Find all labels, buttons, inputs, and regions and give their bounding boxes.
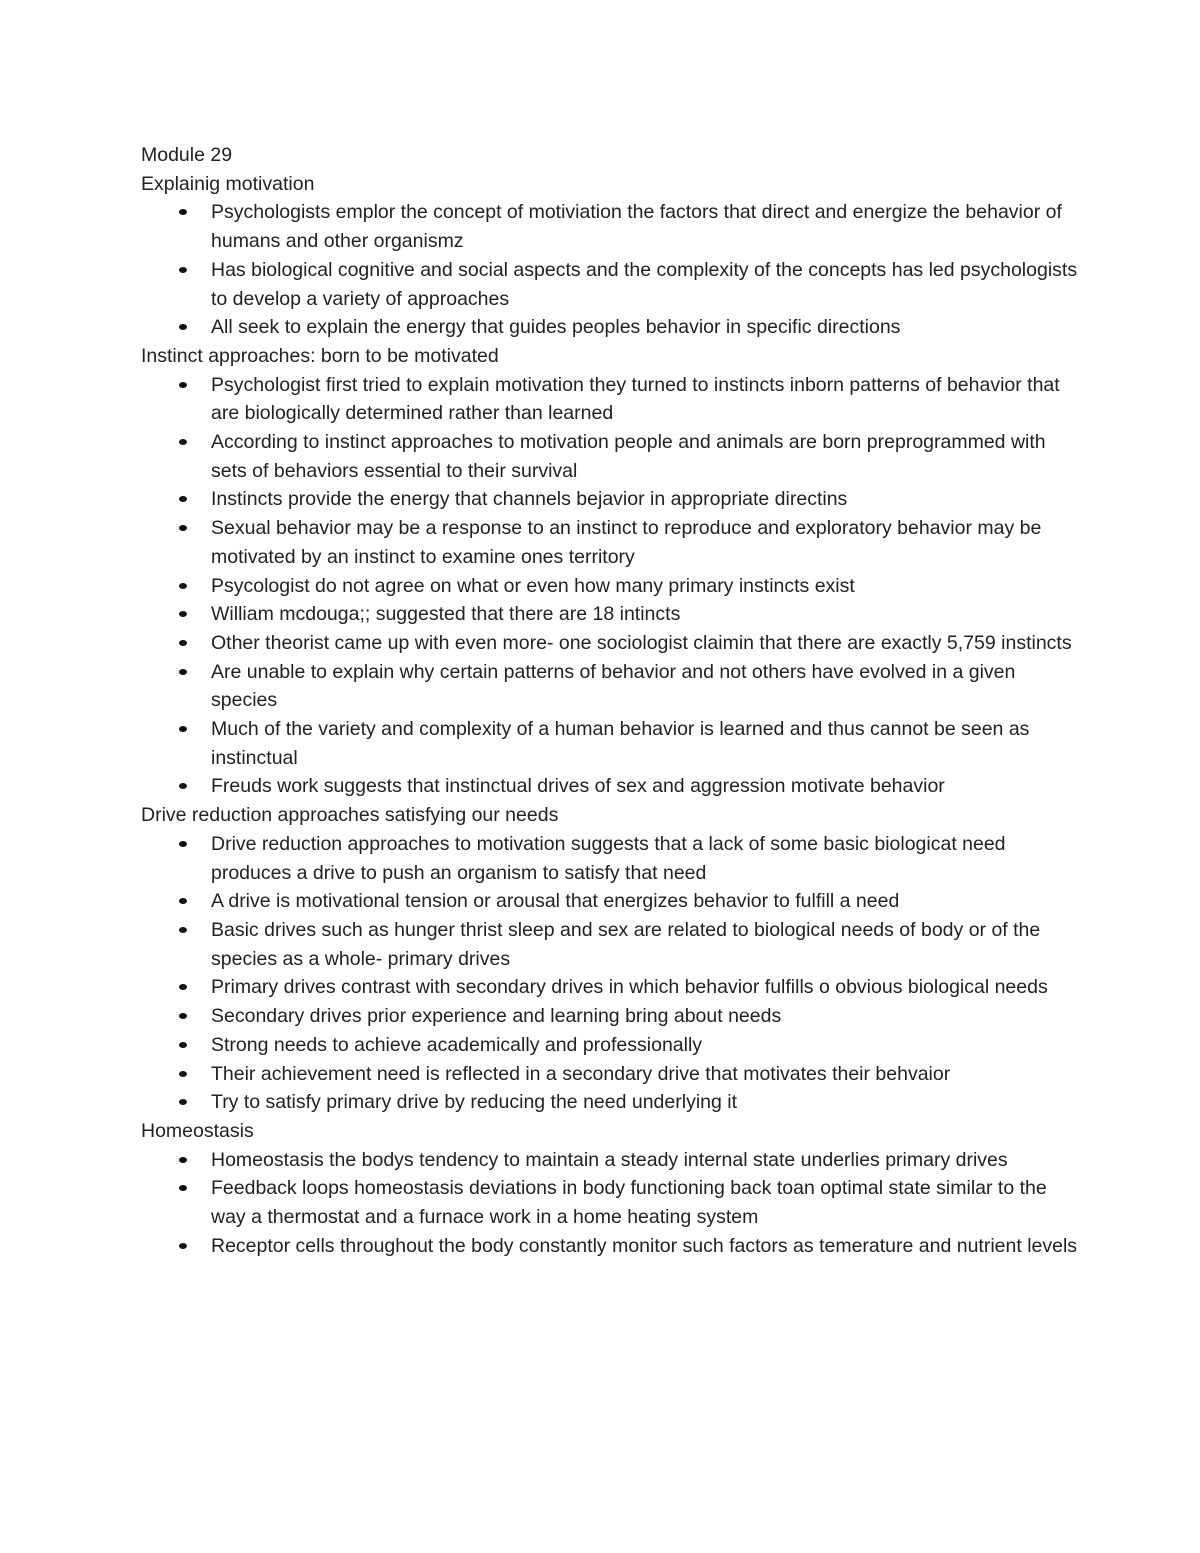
bullet-list — [141, 198, 1081, 342]
bullet-item: A drive is motivational tension or arousal that energizes behavior to fulfill a need — [211, 887, 1081, 916]
bullet-item: Drive reduction approaches to motivation suggests that a lack of some basic biologicat need produces a drive to push an organism to satisfy that need — [211, 830, 1081, 887]
section-heading: Drive reduction approaches satisfying our needs — [141, 804, 559, 827]
bullet-item: Has biological cognitive and social aspects and the complexity of the concepts has led psychologists to develop a variety of approaches — [211, 256, 1081, 313]
section-heading: Homeostasis — [141, 1119, 254, 1142]
bullet-item: Homeostasis the bodys tendency to maintain a steady internal state underlies primary drives — [211, 1146, 1081, 1175]
bullet-item: Instincts provide the energy that channels bejavior in appropriate directins — [211, 485, 1081, 514]
bullet-item: Receptor cells throughout the body constantly monitor such factors as temerature and nutrient levels — [211, 1232, 1081, 1261]
bullet-item: Psycologist do not agree on what or even how many primary instincts exist — [211, 572, 1081, 601]
bullet-item: Freuds work suggests that instinctual drives of sex and aggression motivate behavior — [211, 772, 1081, 801]
bullet-item: Their achievement need is reflected in a secondary drive that motivates their behvaior — [211, 1060, 1081, 1089]
bullet-item: Try to satisfy primary drive by reducing the need underlying it — [211, 1088, 1081, 1117]
bullet-item: Feedback loops homeostasis deviations in body functioning back toan optimal state similar to the way a thermostat and a furnace work in a home heating system — [211, 1174, 1081, 1231]
bullet-item: Psychologists emplor the concept of motiviation the factors that direct and energize the behavior of humans and other organismz — [211, 198, 1081, 255]
bullet-item: Are unable to explain why certain patterns of behavior and not others have evolved in a given species — [211, 658, 1081, 715]
notes-body — [141, 198, 1081, 1260]
bullet-item: Other theorist came up with even more- one sociologist claimin that there are exactly 5,759 instincts — [211, 629, 1081, 658]
bullet-list — [141, 371, 1081, 802]
bullet-item: All seek to explain the energy that guides peoples behavior in specific directions — [211, 313, 1081, 342]
document-page — [141, 141, 1081, 1260]
section-heading: Explainig motivation — [141, 172, 315, 195]
module-title: Module 29 — [141, 144, 233, 166]
bullet-item: Psychologist first tried to explain motivation they turned to instincts inborn patterns of behavior that are biologically determined rather than learned — [211, 371, 1081, 428]
bullet-item: Strong needs to achieve academically and professionally — [211, 1031, 1081, 1060]
bullet-list — [141, 1146, 1081, 1261]
bullet-item: Much of the variety and complexity of a human behavior is learned and thus cannot be seen as instinctual — [211, 715, 1081, 772]
bullet-list — [141, 830, 1081, 1117]
bullet-item: Primary drives contrast with secondary drives in which behavior fulfills o obvious biological needs — [211, 973, 1081, 1002]
section-heading: Instinct approaches: born to be motivated — [141, 344, 499, 367]
bullet-item: Basic drives such as hunger thrist sleep and sex are related to biological needs of body or of the species as a whole- primary drives — [211, 916, 1081, 973]
bullet-item: William mcdouga;; suggested that there are 18 intincts — [211, 600, 1081, 629]
bullet-item: According to instinct approaches to motivation people and animals are born preprogrammed with sets of behaviors essential to their survival — [211, 428, 1081, 485]
bullet-item: Sexual behavior may be a response to an instinct to reproduce and exploratory behavior may be motivated by an instinct to examine ones territory — [211, 514, 1081, 571]
bullet-item: Secondary drives prior experience and learning bring about needs — [211, 1002, 1081, 1031]
